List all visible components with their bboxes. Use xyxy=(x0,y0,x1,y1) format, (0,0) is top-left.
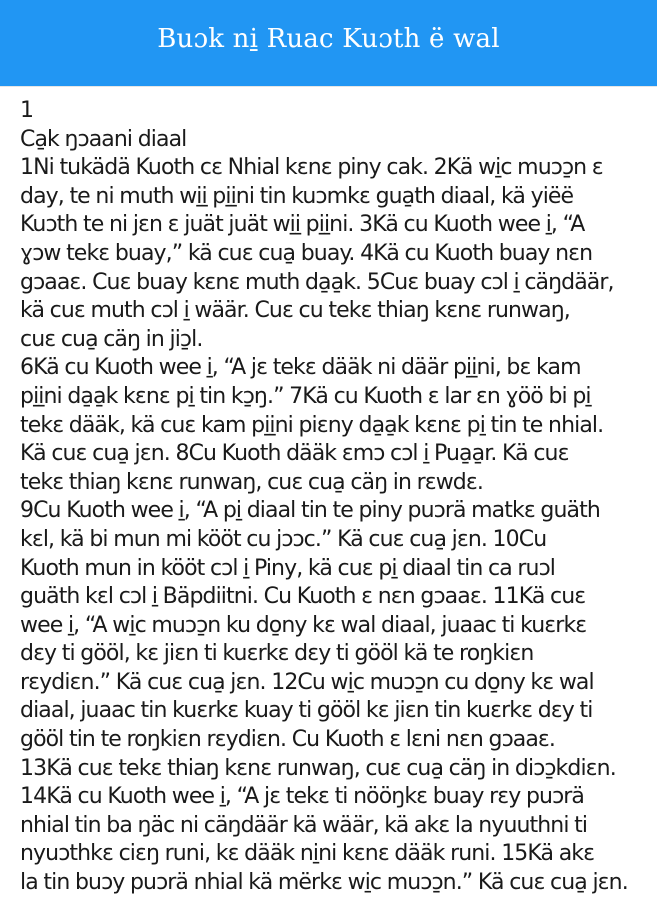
verse-line: 6Kä cu Kuoth wee i̱, “A jɛ tekɛ dääk ni däär pi̱i̱ni, bɛ kam xyxy=(20,355,581,381)
verse-line: 13Kä cuɛ tekɛ thiaŋ kɛnɛ runwaŋ, cuɛ cua̱ cäŋ in diɔɔ̱kdiɛn. xyxy=(20,755,616,781)
verse-line: wee i̱, “A wi̱c muɔɔ̱n ku do̱ny kɛ wal diaal, juaac ti kuɛrkɛ xyxy=(20,612,587,638)
verse-line: Kuɔth te ni jɛn ɛ juät juät wi̱i̱ pi̱i̱ni. 3Kä cu Kuoth wee i̱, “A xyxy=(20,212,585,238)
verse-line: guäth kɛl cɔl i̱ Bäpdiitni. Cu Kuoth ɛ nɛn gɔaaɛ. 11Kä cuɛ xyxy=(20,584,586,610)
app-title: Buɔk ni̱ Ruac Kuɔth ë wal xyxy=(157,24,500,54)
verse-line: Kuoth mun in kööt cɔl i̱ Piny, kä cuɛ pi̱ diaal tin ca ruɔl xyxy=(20,555,555,581)
app-bar xyxy=(0,0,657,86)
verse-line: kä cuɛ muth cɔl i̱ wäär. Cuɛ cu tekɛ thiaŋ kɛnɛ runwaŋ, xyxy=(20,298,570,324)
verse-line: kɛl, kä bi mun mi kööt cu jɔɔc.” Kä cuɛ cua̱ jɛn. 10Cu xyxy=(20,526,547,552)
verse-line: tekɛ dääk, kä cuɛ kam pi̱i̱ni piɛny da̱a̱k kɛnɛ pi̱ tin te nhial. xyxy=(20,412,604,438)
verse-line: la tin buɔy puɔrä nhial kä mërkɛ wi̱c muɔɔ̱n.” Kä cuɛ cua̱ jɛn. xyxy=(20,870,628,896)
verse-line: cuɛ cua̱ cäŋ in jiɔ̱l. xyxy=(20,326,203,352)
reader-content[interactable] xyxy=(0,86,657,900)
verse-line: pi̱i̱ni da̱a̱k kɛnɛ pi̱ tin kɔ̱ŋ.” 7Kä cu Kuoth ɛ lar ɛn ɣöö bi pi̱ xyxy=(20,383,591,409)
verse-line: day, te ni muth wi̱i̱ pi̱i̱ni tin kuɔmkɛ gua̱th diaal, kä yiëë xyxy=(20,183,574,209)
verse-line: rɛydiɛn.” Kä cuɛ cua̱ jɛn. 12Cu wi̱c muɔɔ̱n cu do̱ny kɛ wal xyxy=(20,669,594,695)
verse-line: gööl tin te roŋkiɛn rɛydiɛn. Cu Kuoth ɛ lɛni nɛn gɔaaɛ. xyxy=(20,727,556,753)
scripture-text xyxy=(0,87,657,898)
verse-line: 9Cu Kuoth wee i̱, “A pi̱ diaal tin te piny puɔrä matkɛ guäth xyxy=(20,498,600,524)
chapter-number: 1 xyxy=(20,98,34,123)
verse-line: tekɛ thiaŋ kɛnɛ runwaŋ, cuɛ cua̱ cäŋ in rɛwdɛ. xyxy=(20,469,483,495)
verse-line: nhial tin ba ŋäc ni cäŋdäär kä wäär, kä akɛ la nyuuthni ti xyxy=(20,812,588,838)
section-heading: Ca̱k ŋɔaani diaal xyxy=(20,126,187,152)
verse-line: 1Ni tukädä Kuoth cɛ Nhial kɛnɛ piny cak. 2Kä wi̱c muɔɔ̱n ɛ xyxy=(20,155,603,181)
verse-line: 14Kä cu Kuoth wee i̱, “A jɛ tekɛ ti nööŋkɛ buay rɛy puɔrä xyxy=(20,784,585,810)
verse-line: nyuɔthkɛ ciɛŋ runi, kɛ dääk ni̱ni kɛnɛ dääk runi. 15Kä akɛ xyxy=(20,841,595,867)
verse-line: ɣɔw tekɛ buay,” kä cuɛ cua̱ buay. 4Kä cu Kuoth buay nɛn xyxy=(20,240,593,266)
verse-line: Kä cuɛ cua̱ jɛn. 8Cu Kuoth dääk ɛmɔ cɔl i̱ Pua̱a̱r. Kä cuɛ xyxy=(20,441,569,467)
verse-line: gɔaaɛ. Cuɛ buay kɛnɛ muth da̱a̱k. 5Cuɛ buay cɔl i̱ cäŋdäär, xyxy=(20,269,614,295)
verse-line: diaal, juaac tin kuɛrkɛ kuay ti gööl kɛ jiɛn tin kuɛrkɛ dɛy ti xyxy=(20,698,593,724)
verse-line: dɛy ti gööl, kɛ jiɛn ti kuɛrkɛ dɛy ti gööl kä te roŋkiɛn xyxy=(20,641,534,667)
